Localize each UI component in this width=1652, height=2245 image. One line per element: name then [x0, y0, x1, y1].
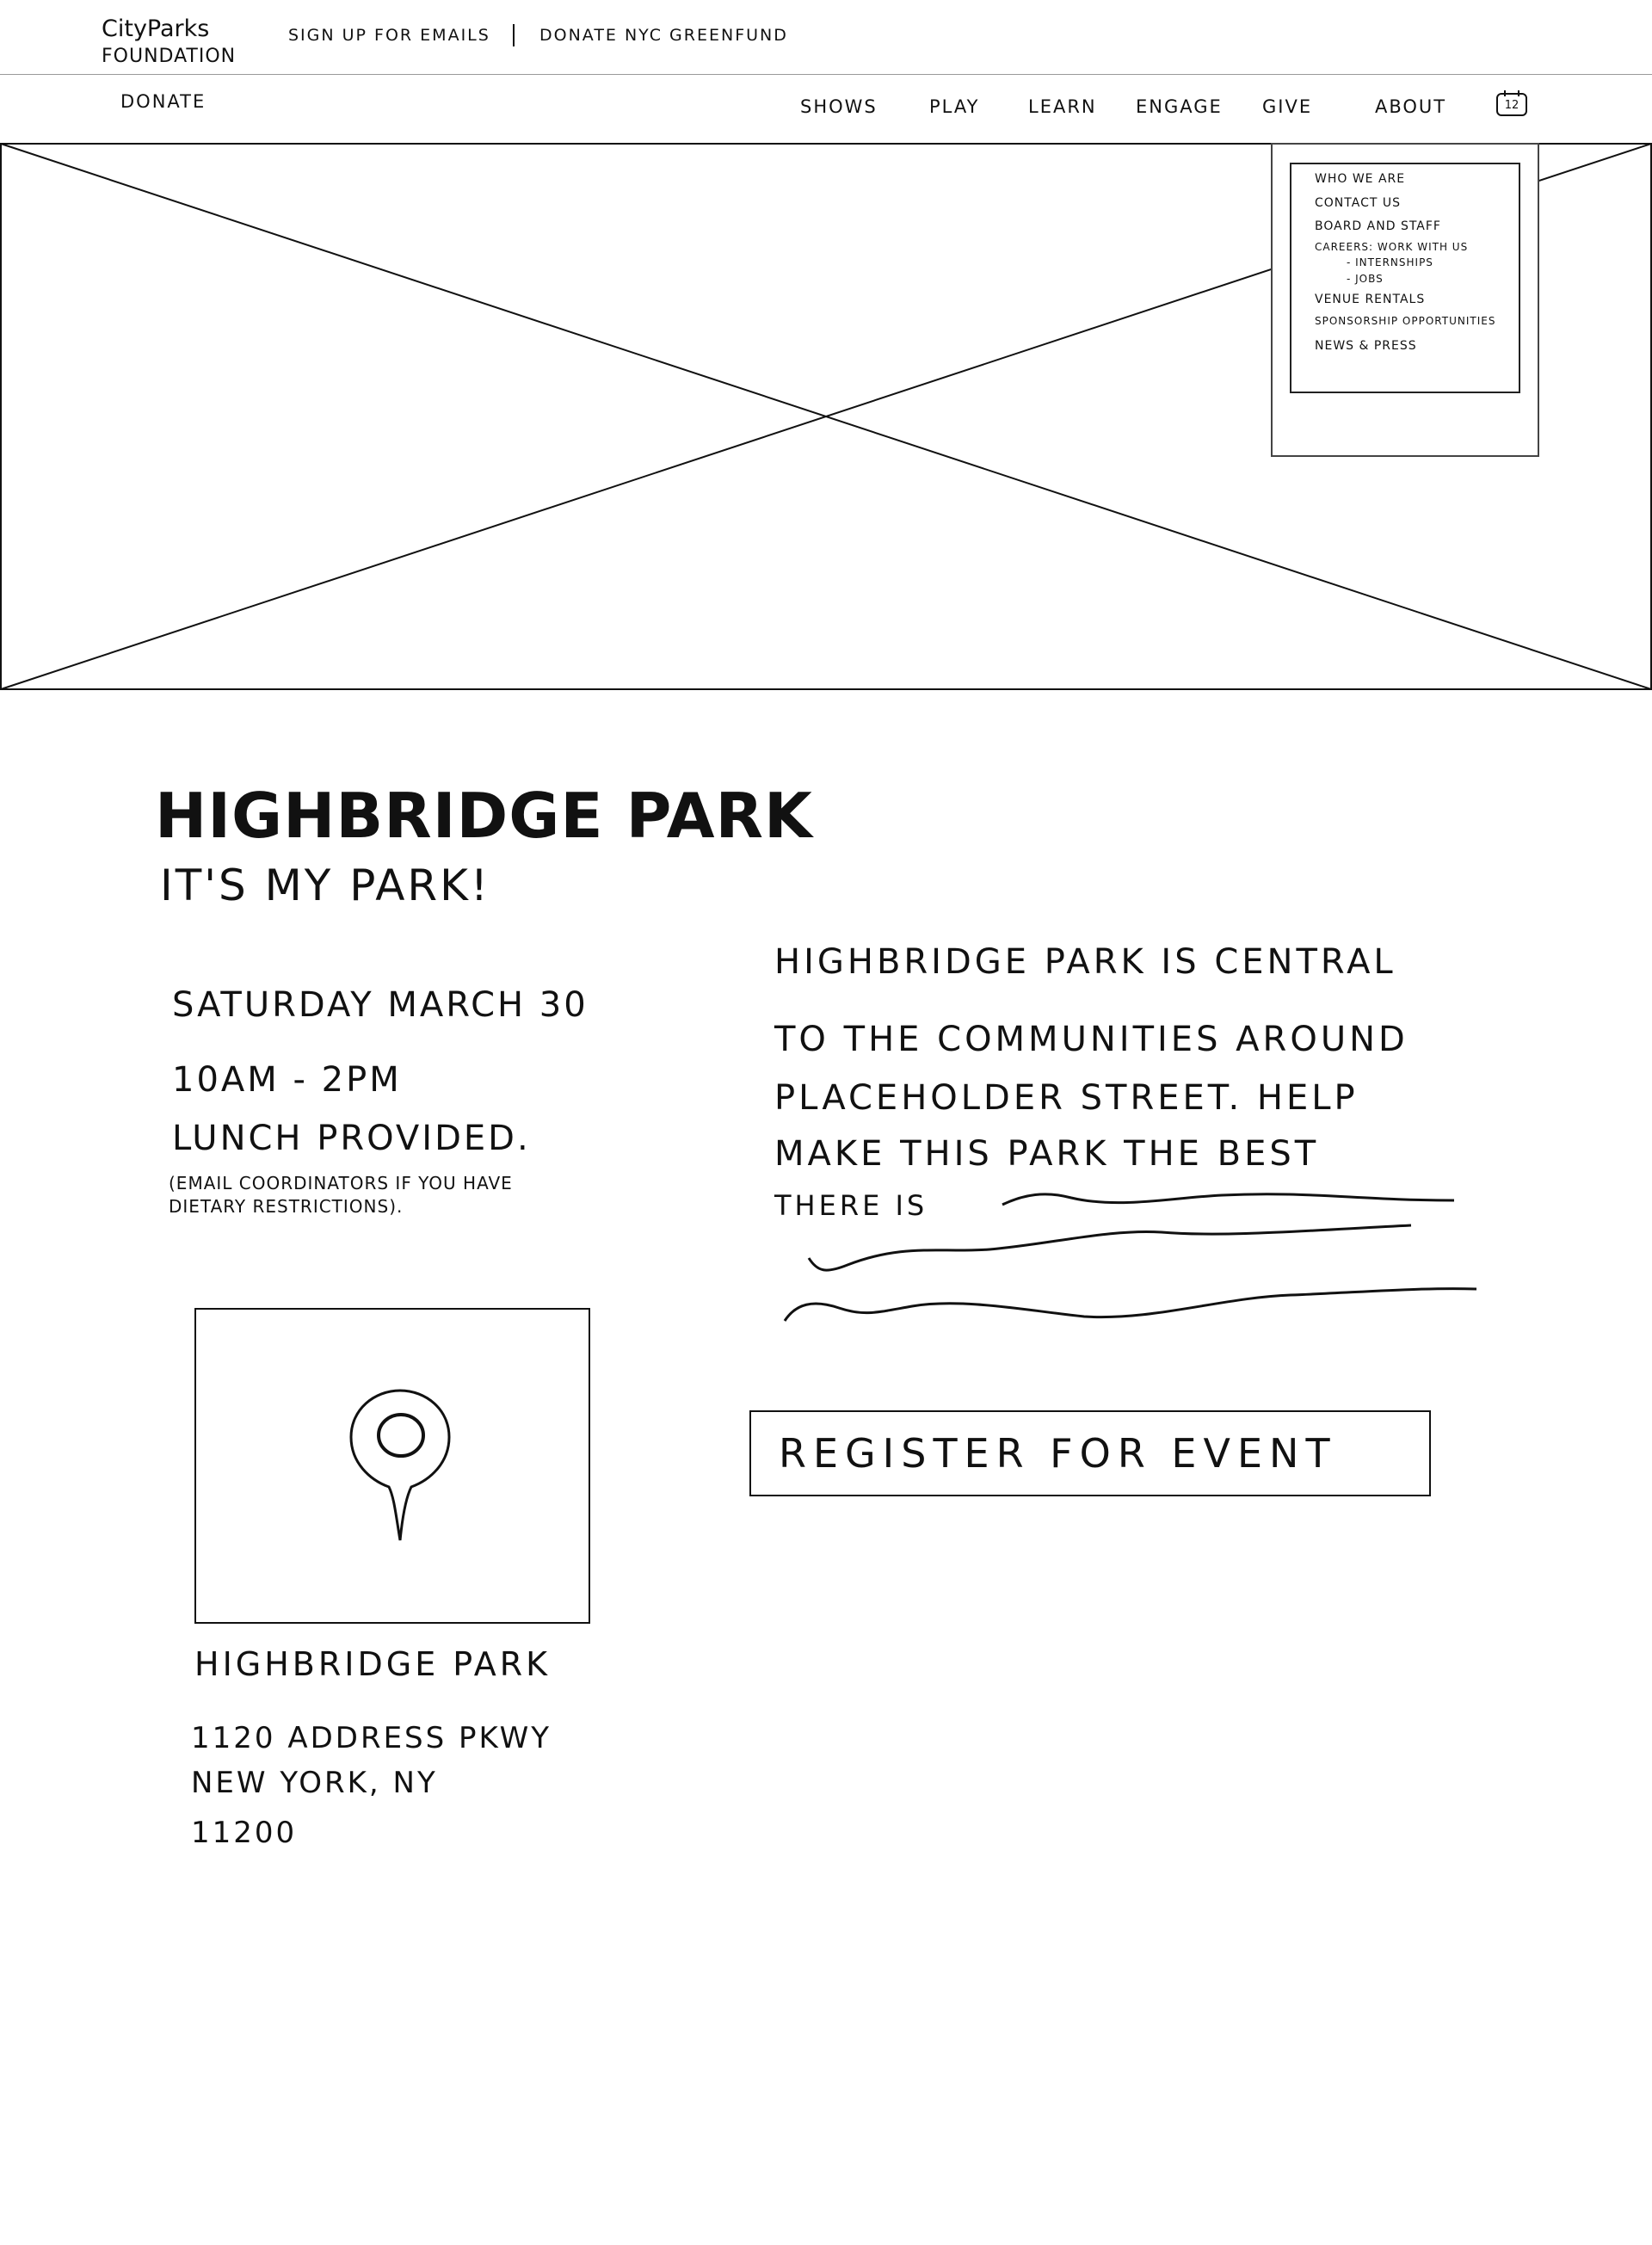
address-line: 1120 ADDRESS PKWY: [191, 1721, 552, 1755]
register-button[interactable]: [749, 1410, 1431, 1496]
event-lunch: LUNCH PROVIDED.: [172, 1119, 531, 1158]
menu-item-sponsorship[interactable]: SPONSORSHIP OPPORTUNITIES: [1315, 315, 1496, 327]
nav-item-give[interactable]: GIVE: [1262, 96, 1313, 117]
map-pin-icon: [344, 1385, 456, 1549]
nav-item-play[interactable]: PLAY: [929, 96, 980, 117]
description-line: HIGHBRIDGE PARK IS CENTRAL: [774, 942, 1396, 982]
header-divider: [0, 74, 1652, 75]
logo[interactable]: [102, 15, 236, 71]
menu-item-who-we-are[interactable]: WHO WE ARE: [1315, 172, 1406, 186]
register-button-label: REGISTER FOR EVENT: [779, 1430, 1337, 1477]
address-zip: 11200: [191, 1816, 298, 1850]
event-date: SATURDAY MARCH 30: [172, 985, 589, 1025]
event-time: 10AM - 2PM: [172, 1060, 402, 1100]
menu-item-contact-us[interactable]: CONTACT US: [1315, 196, 1401, 210]
nav-item-engage[interactable]: ENGAGE: [1136, 96, 1223, 117]
donate-link[interactable]: DONATE: [120, 91, 206, 112]
address-line: NEW YORK, NY: [191, 1766, 438, 1800]
description-line: MAKE THIS PARK THE BEST: [774, 1134, 1320, 1174]
menu-item-news-press[interactable]: NEWS & PRESS: [1315, 339, 1417, 353]
sign-up-emails-link[interactable]: SIGN UP FOR EMAILS: [288, 26, 490, 45]
menu-item-board-and-staff[interactable]: BOARD AND STAFF: [1315, 219, 1441, 233]
logo-line-2: FOUNDATION: [102, 46, 237, 67]
event-note: DIETARY RESTRICTIONS).: [169, 1196, 404, 1217]
description-line: TO THE COMMUNITIES AROUND: [774, 1020, 1409, 1059]
description-line: PLACEHOLDER STREET. HELP: [774, 1078, 1359, 1118]
nav-item-shows[interactable]: SHOWS: [800, 96, 878, 117]
logo-line-1: CityParks: [102, 15, 210, 42]
menu-item-careers[interactable]: CAREERS: WORK WITH US: [1315, 241, 1469, 253]
donate-greenfund-link[interactable]: DONATE NYC GREENFUND: [539, 26, 788, 45]
menu-subitem-internships[interactable]: - INTERNSHIPS: [1347, 256, 1433, 268]
menu-subitem-jobs[interactable]: - JOBS: [1347, 273, 1384, 285]
page-title: HIGHBRIDGE PARK: [155, 780, 813, 852]
utility-separator: [513, 24, 515, 46]
address-name: HIGHBRIDGE PARK: [194, 1645, 552, 1683]
calendar-date: 12: [1504, 99, 1519, 112]
page-subtitle: IT'S MY PARK!: [160, 860, 490, 910]
nav-item-about[interactable]: ABOUT: [1375, 96, 1447, 117]
description-line: THERE IS: [774, 1189, 928, 1222]
event-note: (EMAIL COORDINATORS IF YOU HAVE: [169, 1173, 513, 1193]
menu-item-venue-rentals[interactable]: VENUE RENTALS: [1315, 293, 1426, 306]
nav-item-learn[interactable]: LEARN: [1028, 96, 1097, 117]
